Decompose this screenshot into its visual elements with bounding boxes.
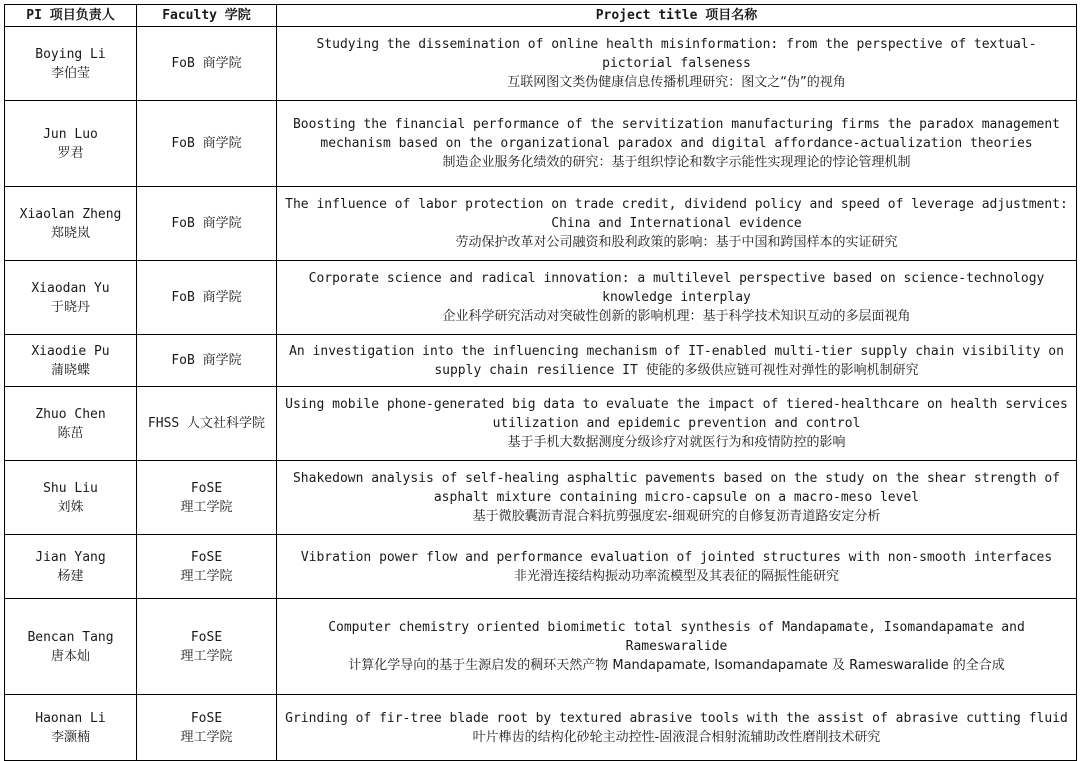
project-title-en: Studying the dissemination of online health misinformation: from the perspective of textual-pictorial falseness [316,37,1037,71]
title-cell [277,695,1077,761]
project-title-en: The influence of labor protection on trade credit, dividend policy and speed of leverage adjustment: China and International evidence [285,197,1068,231]
table-row [5,335,1077,387]
pi-name-zh: 蒲晓蝶 [50,362,90,378]
project-title-zh: 叶片榫齿的结构化砂轮主动控性-固液混合相射流辅助改性磨削技术研究 [472,729,881,745]
table-row [5,27,1077,101]
pi-name-zh: 杨建 [57,568,84,584]
table-row [5,101,1077,187]
pi-cell [5,599,137,695]
table-row [5,187,1077,261]
pi-cell [5,387,137,461]
project-title-en: Using mobile phone-generated big data to evaluate the impact of tiered-healthcare on health services utilization and epidemic prevention and control [285,397,1068,431]
project-title-zh: 劳动保护改革对公司融资和股利政策的影响：基于中国和跨国样本的实证研究 [455,235,898,250]
project-title-zh: 互联网图文类伪健康信息传播机理研究：图文之“伪”的视角 [507,75,846,90]
pi-name-en: Zhuo Chen [35,406,106,422]
faculty-name: FoSE [190,549,223,565]
title-cell [277,387,1077,461]
pi-cell [5,335,137,387]
faculty-name: FoSE [190,710,223,726]
pi-name-zh: 李灏楠 [50,729,90,745]
project-title-en: Boosting the financial performance of the servitization manufacturing firms the paradox management mechanism based on the organizational paradox and digital affordance-actualization theories [292,117,1060,151]
faculty-name: FoSE [190,480,223,496]
project-title-zh: 制造企业服务化绩效的研究：基于组织悖论和数字示能性实现理论的悖论管理机制 [442,155,911,170]
table-row [5,261,1077,335]
faculty-name: FoB 商学院 [171,353,242,368]
pi-name-en: Jun Luo [43,126,98,142]
pi-name-en: Boying Li [35,46,106,62]
faculty-cell [137,335,277,387]
pi-name-en: Shu Liu [43,480,98,496]
faculty-name: FoB 商学院 [171,56,242,71]
title-cell [277,27,1077,101]
pi-name-en: Jian Yang [35,549,106,565]
pi-name-en: Bencan Tang [27,629,114,645]
pi-cell [5,535,137,599]
header-faculty: Faculty 学院 [137,5,277,27]
faculty-cell [137,535,277,599]
pi-name-zh: 刘姝 [57,499,84,515]
project-title-en: Shakedown analysis of self-healing asphaltic pavements based on the study on the shear strength of asphalt mixture containing micro-capsule on a macro-meso level [292,471,1060,505]
pi-name-en: Xiaodie Pu [31,343,110,359]
table-row [5,599,1077,695]
table-row [5,387,1077,461]
faculty-cell [137,695,277,761]
pi-cell [5,101,137,187]
project-title-en: Grinding of fir-tree blade root by textured abrasive tools with the assist of abrasive cutting fluid [285,710,1068,726]
faculty-name-zh: 理工学院 [180,499,233,515]
project-title-en: Computer chemistry oriented biomimetic total synthesis of Mandapamate, Isomandapamate and Rameswaralide [328,620,1025,654]
title-cell [277,261,1077,335]
pi-name-zh: 郑晓岚 [50,225,90,241]
header-project-title: Project title 项目名称 [277,5,1077,27]
pi-name-zh: 唐本灿 [50,648,90,664]
table-row [5,535,1077,599]
faculty-cell [137,461,277,535]
faculty-name: FHSS 人文社科学院 [147,416,266,431]
faculty-cell [137,261,277,335]
title-cell [277,461,1077,535]
faculty-cell [137,387,277,461]
header-pi: PI 项目负责人 [5,5,137,27]
faculty-cell [137,599,277,695]
faculty-name: FoB 商学院 [171,216,242,231]
title-cell [277,187,1077,261]
project-title-zh: 非光滑连接结构振动功率流模型及其表征的隔振性能研究 [513,568,839,584]
faculty-name: FoB 商学院 [171,290,242,305]
faculty-name: FoB 商学院 [171,136,242,151]
pi-name-zh: 于晓丹 [50,299,90,315]
pi-cell [5,261,137,335]
table-row [5,695,1077,761]
pi-name-zh: 罗君 [57,145,84,161]
title-cell [277,335,1077,387]
faculty-name: FoSE [190,629,223,645]
project-title-zh: 计算化学导向的基于生源启发的稠环天然产物 Mandapamate, Isomandapamate 及 Rameswaralide 的全合成 [348,658,1005,673]
pi-cell [5,461,137,535]
project-title-en: An investigation into the influencing mechanism of IT-enabled multi-tier supply chain visibility on supply chain resilience IT 使能的多级供应链可视性对弹性的影响机制研究 [289,343,1064,378]
pi-name-en: Haonan Li [35,710,106,726]
title-cell [277,599,1077,695]
pi-name-zh: 李伯莹 [50,65,90,81]
table-row [5,461,1077,535]
project-title-en: Corporate science and radical innovation: a multilevel perspective based on science-technology knowledge interplay [308,271,1045,305]
pi-name-en: Xiaodan Yu [31,280,110,296]
faculty-cell [137,27,277,101]
projects-table [4,4,1077,761]
pi-cell [5,27,137,101]
title-cell [277,535,1077,599]
project-title-zh: 基于手机大数据测度分级诊疗对就医行为和疫情防控的影响 [507,435,846,450]
project-title-zh: 企业科学研究活动对突破性创新的影响机理：基于科学技术知识互动的多层面视角 [442,309,911,324]
pi-cell [5,187,137,261]
faculty-name-zh: 理工学院 [180,648,233,664]
header-row [5,5,1077,27]
faculty-cell [137,101,277,187]
project-title-en: Vibration power flow and performance evaluation of jointed structures with non-smooth interfaces [300,549,1053,565]
project-title-zh: 基于微胶囊沥青混合料抗剪强度宏-细观研究的自修复沥青道路安定分析 [472,509,881,524]
pi-name-zh: 陈茁 [57,425,84,441]
pi-cell [5,695,137,761]
faculty-name-zh: 理工学院 [180,568,233,584]
title-cell [277,101,1077,187]
pi-name-en: Xiaolan Zheng [19,206,122,222]
faculty-name-zh: 理工学院 [180,729,233,745]
faculty-cell [137,187,277,261]
